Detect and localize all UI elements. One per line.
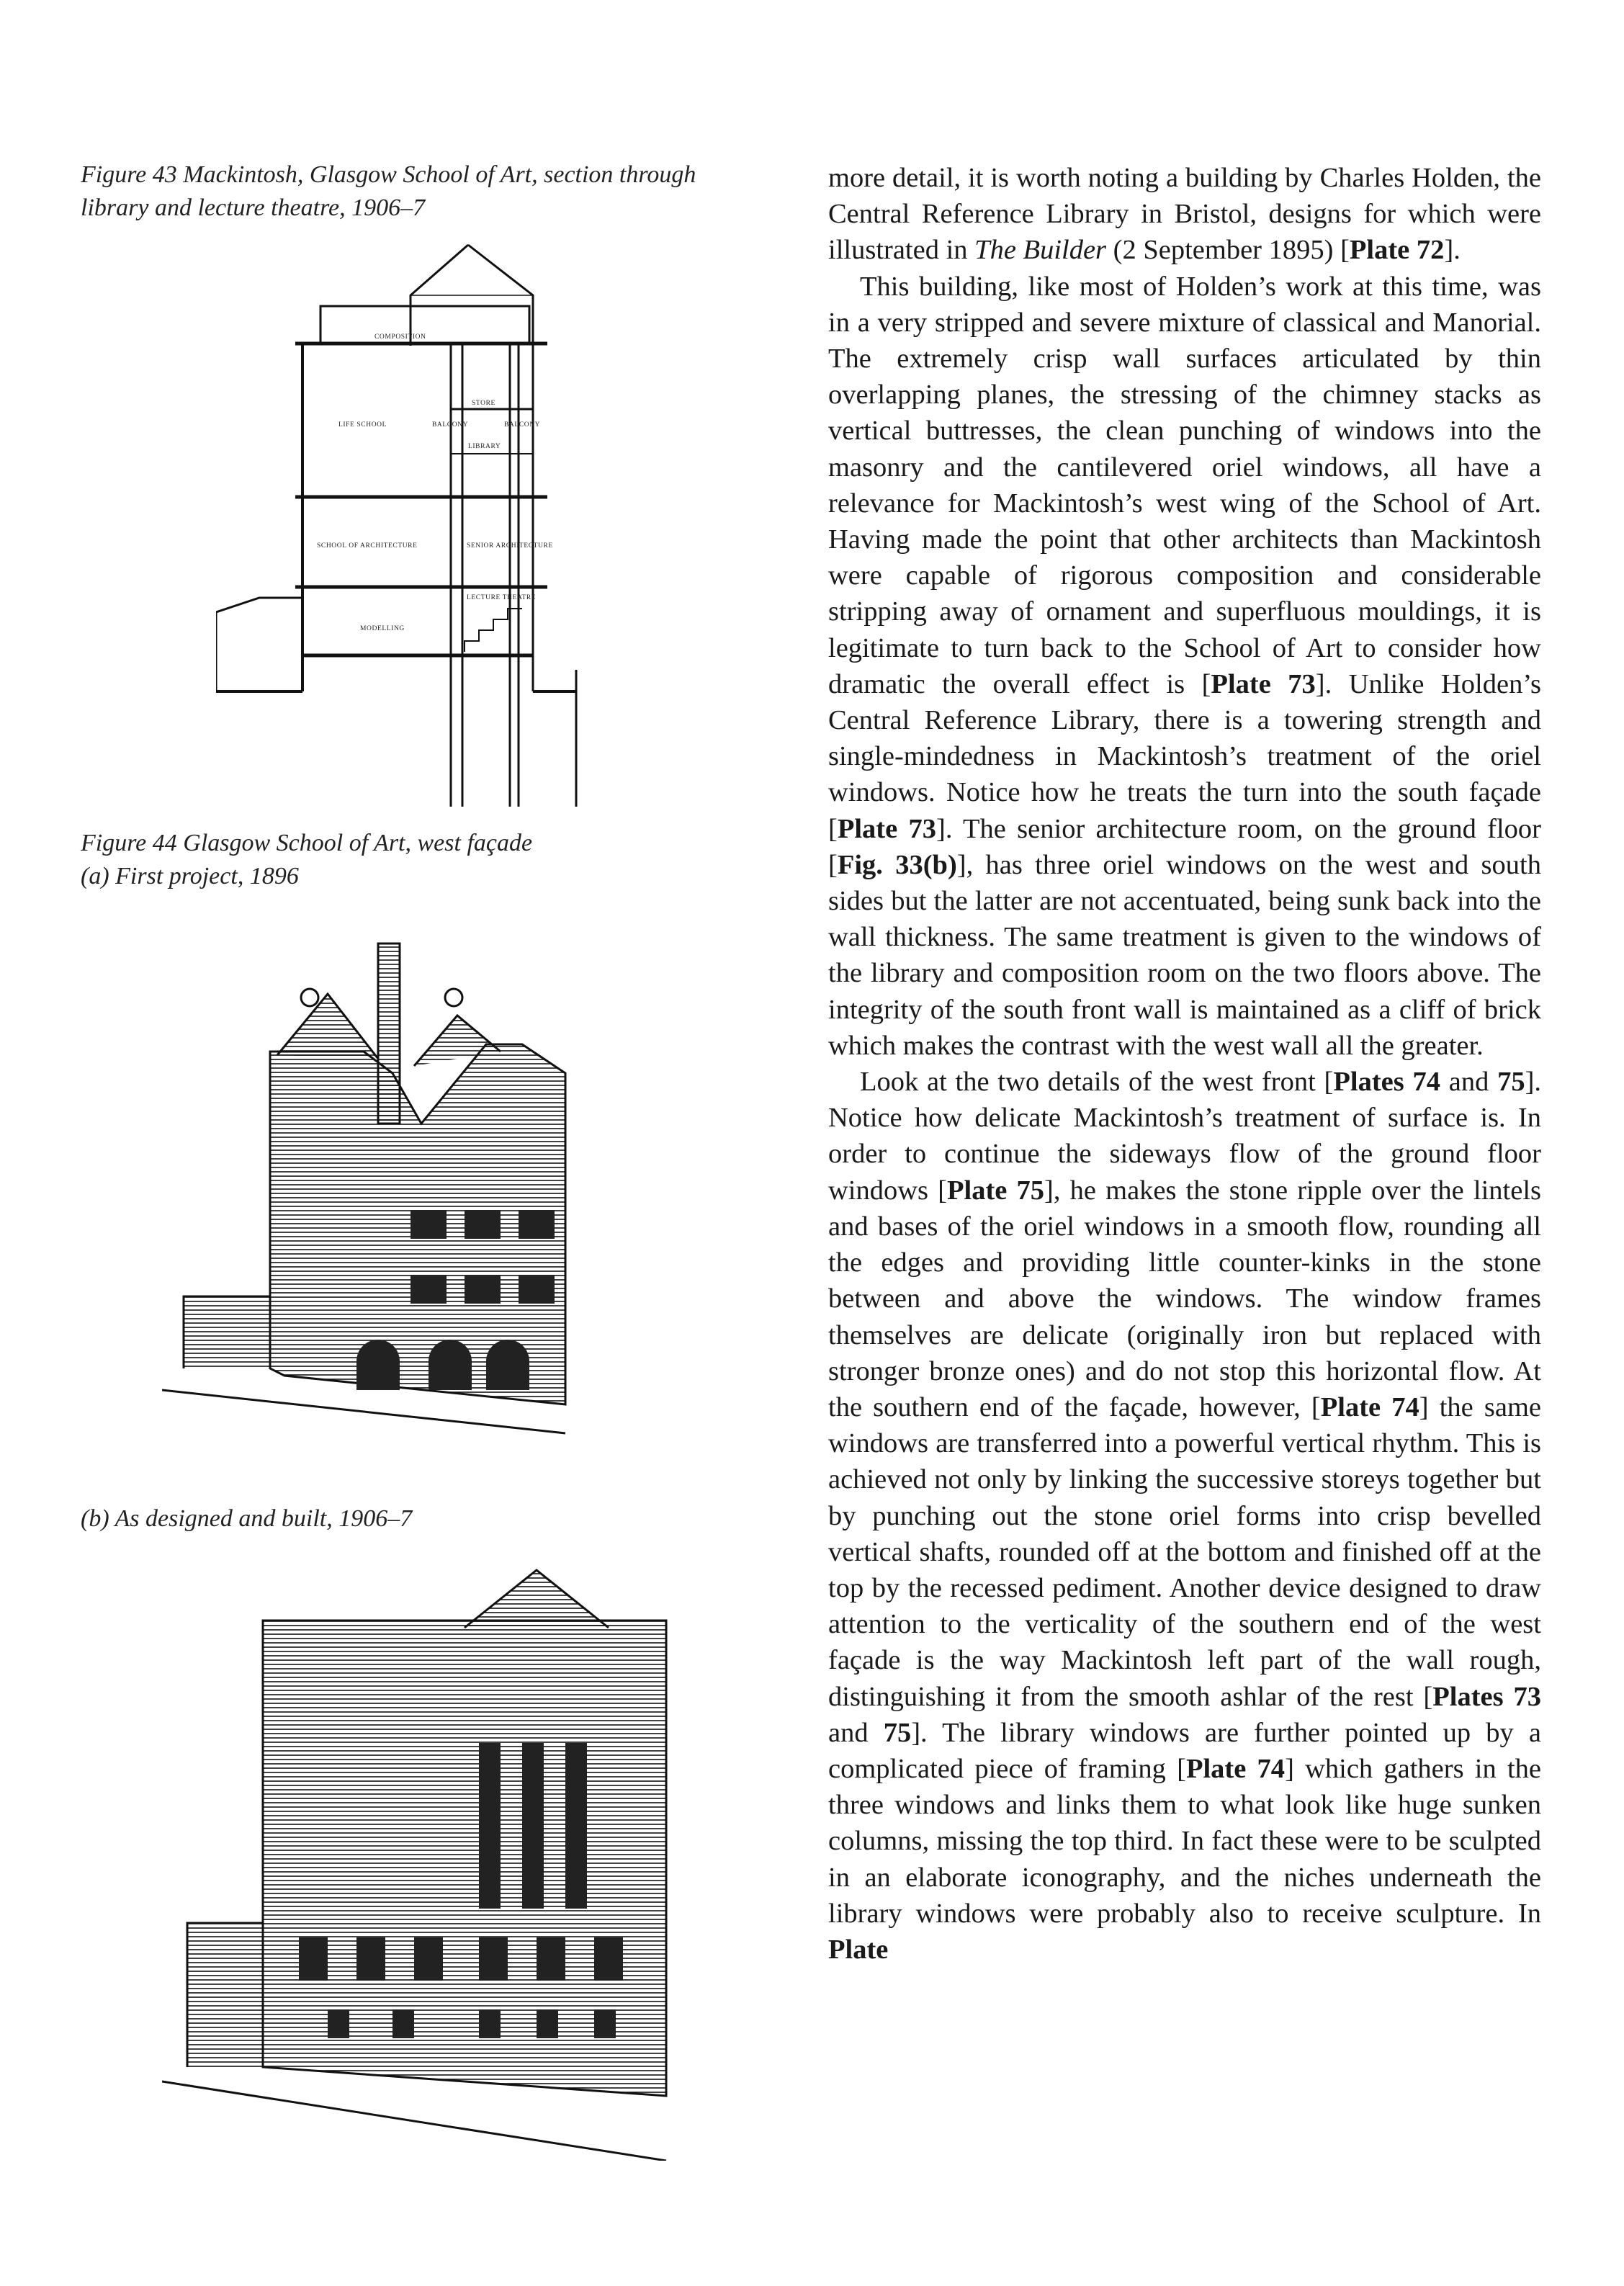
figure-44-title: Figure 44 Glasgow School of Art, west façade	[81, 830, 533, 856]
paragraph-1: more detail, it is worth noting a building by Charles Holden, the Central Reference Library in Bristol, designs for which were illustrated in The Builder (2 September 1895) [Plate 72].	[828, 163, 1541, 266]
figure-44b-subcaption: (b) As designed and built, 1906–7	[81, 1505, 413, 1532]
figure-44-caption	[81, 827, 729, 893]
label-senior-architecture: SENIOR ARCHITECTURE	[467, 542, 553, 550]
figure-43-section-drawing	[216, 238, 663, 807]
figure-44a-subcaption: (a) First project, 1896	[81, 863, 299, 889]
figure-44b-elevation-drawing	[162, 1563, 724, 2161]
label-balcony-right: BALCONY	[504, 421, 541, 429]
label-school-of-architecture: SCHOOL OF ARCHITECTURE	[317, 542, 418, 550]
figure-43-caption: Figure 43 Mackintosh, Glasgow School of Art, section through library and lecture theatre, 1906–7	[81, 161, 696, 221]
label-life-school: LIFE SCHOOL	[338, 421, 387, 429]
figure-44a-elevation-drawing	[162, 936, 724, 1448]
body-text-column	[828, 160, 1541, 1968]
paragraph-3: Look at the two details of the west front [Plates 74 and 75]. Notice how delicate Mackintosh’s treatment of surface is. In order to continue the sideways flow of the ground floor windows [Plate 75], he makes the stone ripple over the lintels and bases of the oriel windows in a smooth flow, rounding all the edges and providing little counter-kinks in the stone between and above the windows. The window frames themselves are delicate (originally iron but replaced with stronger bronze ones) and do not stop this horizontal flow. At the southern end of the façade, however, [Plate 74] the same windows are transferred into a powerful vertical rhythm. This is achieved not only by linking the successive storeys together but by punching out the stone oriel forms into crisp bevelled vertical shafts, rounded off at the bottom and finished off at the top by the recessed pediment. Another device designed to draw attention to the verticality of the southern end of the west façade is the way Mackintosh left part of the wall rough, distinguishing it from the smooth ashlar of the rest [Plates 73 and 75]. The library windows are further pointed up by a complicated piece of framing [Plate 74] which gathers in the three windows and links them to what look like huge sunken columns, missing the top third. In fact these were to be sculpted in an elaborate iconography, and the niches underneath the library windows were probably also to receive sculpture. In Plate	[828, 1067, 1542, 1965]
label-modelling: MODELLING	[360, 625, 405, 632]
label-lecture-theatre: LECTURE THEATRE	[467, 594, 537, 601]
label-composition: COMPOSITION	[374, 333, 426, 341]
paragraph-2: This building, like most of Holden’s work at this time, was in a very stripped and severe mixture of classical and Manorial. The extremely crisp wall surfaces articulated by thin overlapping planes, the stressing of the chimney stacks as vertical buttresses, the clean punching of windows into the masonry and the cantilevered oriel windows, all have a relevance for Mackintosh’s west wing of the School of Art. Having made the point that other architects than Mackintosh were capable of rigorous composition and considerable stripping away of ornament and superfluous mouldings, it is legitimate to turn back to the School of Art to consider how dramatic the overall effect is [Plate 73]. Unlike Holden’s Central Reference Library, there is a towering strength and single-mindedness in Mackintosh’s treatment of the oriel windows. Notice how he treats the turn into the south façade [Plate 73]. The senior architecture room, on the ground floor [Fig. 33(b)], has three oriel windows on the west and south sides but the latter are not accentuated, being sunk back into the wall thickness. The same treatment is given to the windows of the library and composition room on the two floors above. The integrity of the south front wall is maintained as a cliff of brick which makes the contrast with the west wall all the greater.	[828, 271, 1542, 1061]
label-balcony-left: BALCONY	[432, 421, 469, 429]
label-store: STORE	[472, 400, 495, 407]
label-library: LIBRARY	[468, 443, 501, 450]
